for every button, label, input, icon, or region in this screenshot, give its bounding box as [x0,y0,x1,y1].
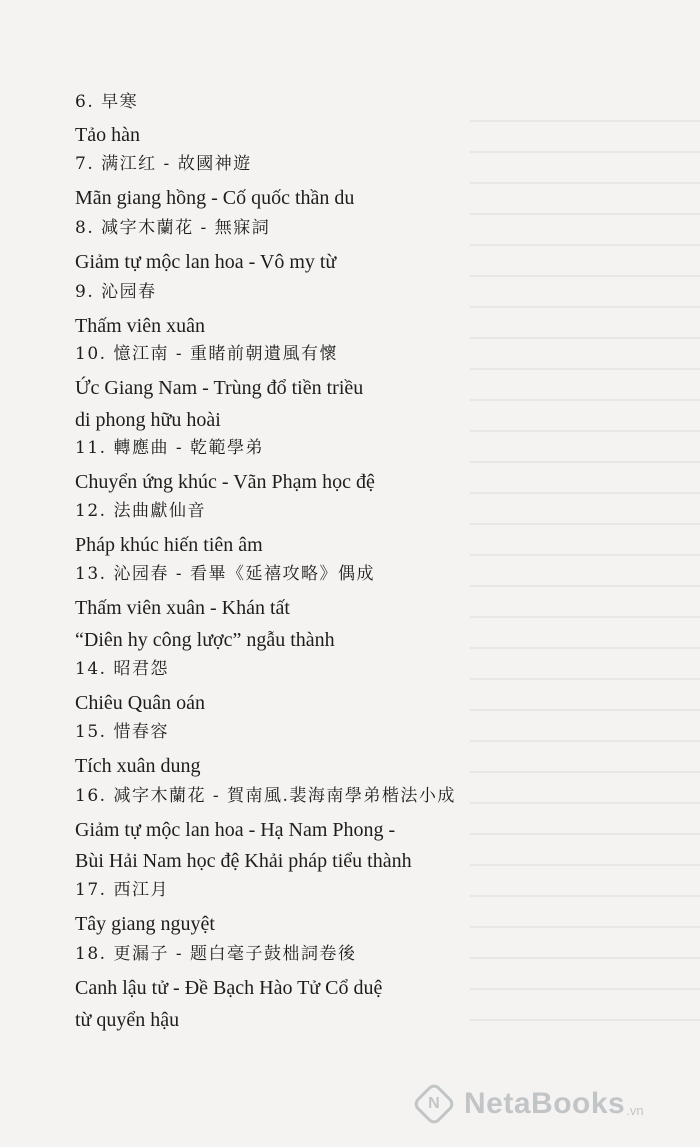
entry-9-vietnamese: Thấm viên xuân [75,315,205,337]
entry-18-vietnamese-cont: từ quyển hậu [75,1009,180,1031]
entry-7-vietnamese: Mãn giang hồng - Cố quốc thần du [75,187,355,209]
entry-6-chinese: 6. 早寒 [75,92,139,112]
entry-17-vietnamese: Tây giang nguyệt [75,913,215,935]
entry-11-chinese: 11. 轉應曲 - 乾範學弟 [75,438,265,458]
entry-16-vietnamese: Giảm tự mộc lan hoa - Hạ Nam Phong - [75,819,396,841]
netabooks-watermark [418,1084,644,1124]
watermark-suffix: .vn [626,1103,644,1118]
entry-10-vietnamese-cont: di phong hữu hoài [75,409,221,431]
entry-6-vietnamese: Tảo hàn [75,124,140,146]
entry-14-vietnamese: Chiêu Quân oán [75,692,205,714]
entry-18-chinese: 18. 更漏子 - 题白毫子鼓柮詞卷後 [75,944,357,964]
entry-12-chinese: 12. 法曲獻仙音 [75,501,206,521]
entry-17-chinese: 17. 西江月 [75,880,169,900]
watermark-text: NetaBooks [464,1087,626,1120]
entry-13-vietnamese-cont: “Diên hy công lược” ngẫu thành [75,629,335,651]
entry-16-chinese: 16. 减字木蘭花 - 賀南風.裴海南學弟楷法小成 [75,786,456,806]
bleed-through-text [470,120,700,1040]
entry-12-vietnamese: Pháp khúc hiến tiên âm [75,534,263,556]
entry-16-vietnamese-cont: Bùi Hải Nam học đệ Khải pháp tiểu thành [75,850,412,872]
entry-10-chinese: 10. 憶江南 - 重睹前朝遺風有懷 [75,344,339,364]
netabooks-logo-icon: N [411,1081,456,1126]
entry-11-vietnamese: Chuyển ứng khúc - Vãn Phạm học đệ [75,471,375,493]
entry-15-vietnamese: Tích xuân dung [75,755,201,777]
entry-18-vietnamese: Canh lậu tử - Đề Bạch Hào Tử Cổ duệ [75,977,383,999]
entry-13-chinese: 13. 沁园春 - 看畢《延禧攻略》偶成 [75,564,376,584]
entry-8-chinese: 8. 减字木蘭花 - 無寐詞 [75,218,271,238]
entry-15-chinese: 15. 惜春容 [75,722,169,742]
entry-10-vietnamese: Ức Giang Nam - Trùng đổ tiền triều [75,377,364,399]
entry-9-chinese: 9. 沁园春 [75,282,157,302]
entry-13-vietnamese: Thấm viên xuân - Khán tất [75,597,290,619]
entry-7-chinese: 7. 满江红 - 故國神遊 [75,154,252,174]
entry-14-chinese: 14. 昭君怨 [75,659,169,679]
entry-8-vietnamese: Giảm tự mộc lan hoa - Vô my từ [75,251,337,273]
